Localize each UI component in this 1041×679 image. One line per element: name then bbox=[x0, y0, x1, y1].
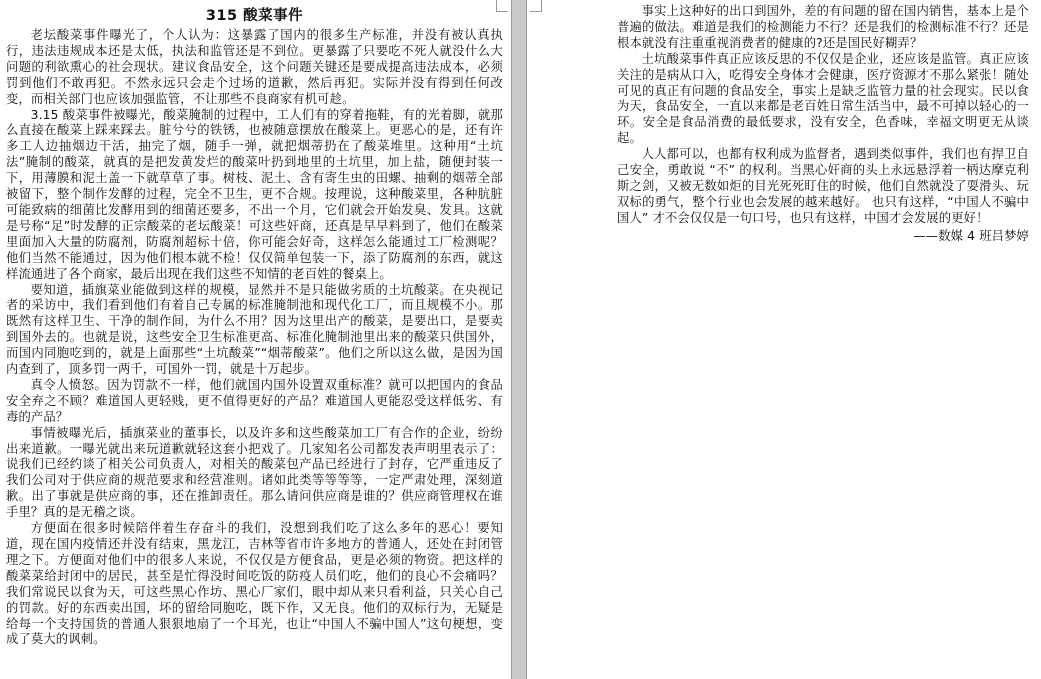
paragraph: 人人都可以，也都有权利成为监督者，遇到类似事件，我们也有捍卫自己安全，勇敢说 “不” 的权利。当黑心奸商的头上永远悬浮着一柄达摩克利斯之剑，又被无数如炬的目光死死盯住的时候，他们自然就没了耍滑头、玩双标的勇气，整个行业也会发展的越来越好。 也只有这样，“中国人不骗中国人” 才不会仅仅是一句口号，也只有这样，中国才会发展的更好！ bbox=[617, 147, 1029, 225]
document-page-right bbox=[527, 0, 1041, 679]
author-signature: ——数媒 4 班吕梦婷 bbox=[913, 228, 1029, 243]
document-title: 315 酸菜事件 bbox=[205, 8, 304, 24]
paragraph: 3.15 酸菜事件被曝光，酸菜腌制的过程中，工人们有的穿着拖鞋，有的光着脚，就那么直接在酸菜上踩来踩去。脏兮兮的铁锈，也被随意摆放在酸菜上。更恶心的是，还有许多工人边抽烟边干活，抽完了烟，随手一弹，就把烟蒂扔在了酸菜堆里。这种用“土坑法”腌制的酸菜，就真的是把发黄发烂的酸菜叶扔到地里的土坑里，加上盐，随便封装一下，用薄膜和泥土盖一下就草草了事。树枝、泥土、含有寄生虫的田螺、抽剩的烟蒂全部被留下，整个制作发酵的过程，完全不卫生，更不合规。按理说，这种酸菜里，各种肮脏可能致病的细菌比发酵用到的细菌还要多，不出一个月，它们就会开始发臭、发具。这就是号称“足”时发酵的正宗酸菜的老坛酸菜！可这些奸商，还真是早早料到了，他们在酸菜里面加入大量的防腐剂，防腐剂超标十倍，你可能会好奇，这样怎么能通过工厂检测呢？他们当然不能通过，因为他们根本就不检！仅仅简单包装一下，添了防腐剂的东西，就这样流通进了各个商家，最后出现在我们这些不知情的老百姓的餐桌上。 bbox=[6, 107, 503, 281]
paragraph: 事情被曝光后，插旗菜业的董事长，以及许多和这些酸菜加工厂有合作的企业，纷纷出来道歉。一曝光就出来玩道歉就轻这套小把戏了。几家知名公司都发表声明里表示了：说我们已经约谈了相关公司负责人，对相关的酸菜包产品已经进行了封存，它严重违反了我们公司对于供应商的规范要求和经营准则。诸如此类等等等等，一定严肃处理，深刻道歉。出了事就是供应商的事，还在推卸责任。那么请问供应商是谁的？供应商管理权在谁手里？真的是无稽之谈。 bbox=[6, 425, 503, 520]
document-page-left bbox=[0, 0, 511, 679]
paragraph: 要知道，插旗菜业能做到这样的规模，显然并不是只能做劣质的土坑酸菜。在央视记者的采访中，我们看到他们有着自己专属的标准腌制池和现代化工厂，而且规模不小。那既然有这样卫生、干净的制作间，为什么不用？因为这里出产的酸菜，是要出口，是要卖到国外去的。也就是说，这些安全卫生标准更高、标准化腌制池里出来的酸菜只供国外，而国内同胞吃到的，就是上面那些“土坑酸菜”“烟蒂酸菜”。他们之所以这么做，是因为国内查到了，顶多罚一两千，可国外一罚，就是十万起步。 bbox=[6, 282, 503, 377]
page-content bbox=[617, 4, 1029, 245]
paragraph: 事实上这种好的出口到国外，差的有问题的留在国内销售，基本上是个普遍的做法。难道是我们的检测能力不行？还是我们的检测标准不行？还是根本就没有注重重视消费者的健康的?还是国民好糊弄？ bbox=[617, 4, 1029, 50]
page-gap bbox=[511, 0, 527, 679]
paragraph: 真令人愤怒。因为罚款不一样，他们就国内国外设置双重标准？就可以把国内的食品安全弃之不顾？难道国人更轻贱，更不值得更好的产品？难道国人更能忍受这样低劣、有毒的产品？ bbox=[6, 377, 503, 424]
page-content bbox=[6, 6, 503, 648]
paragraph: 老坛酸菜事件曝光了，个人认为：这暴露了国内的很多生产标准，并没有被认真执行，违法违规成本还是太低，执法和监管还是不到位。更暴露了只要吃不死人就没什么大问题的利欲熏心的社会现状。建议食品安全，这个问题关键还是要成提高违法成本，必须罚到他们不敢再犯。不然永远只会走个过场的道歉，然后再犯。实际并没有得到任何改变，而相关部门也应该加强监管，不让那些不良商家有机可趁。 bbox=[6, 28, 503, 106]
page-corner-mark bbox=[530, 0, 542, 12]
paragraph: 方便面在很多时候陪伴着生存奋斗的我们，没想到我们吃了这么多年的恶心！要知道，现在国内疫情还并没有结束，黑龙江，吉林等省市许多地方的普通人，还处在封闭管理之下。方便面对他们中的很多人来说，不仅仅是方便食品，更是必须的物资。把这样的酸菜菜给封闭中的居民，甚至是忙得没时间吃饭的防疫人员们吃，他们的良心不会痛吗？我们常说民以食为天，可这些黑心作坊、黑心厂家们，眼中却从来只看利益，只关心自己的罚款。好的东西卖出国，坏的留给同胞吃，既下作，又无良。他们的双标行为，无疑是给每一个支持国货的普通人狠狠地扇了一个耳光，也让“中国人不骗中国人”这句梗想，变成了莫大的讽刺。 bbox=[6, 521, 503, 647]
paragraph: 土坑酸菜事件真正应该反思的不仅仅是企业，还应该是监管。真正应该关注的是病从口入，吃得安全身体才会健康，医疗资源才不那么紧张！随处可见的真正有问题的食品安全，事实上是缺乏监管力量的社会现实。民以食为天，食品安全，一直以来都是老百姓日常生活当中，最不可掉以轻心的一环。安全是食品消费的最低要求，没有安全，色香味，幸福文明更无从谈起。 bbox=[617, 51, 1029, 146]
